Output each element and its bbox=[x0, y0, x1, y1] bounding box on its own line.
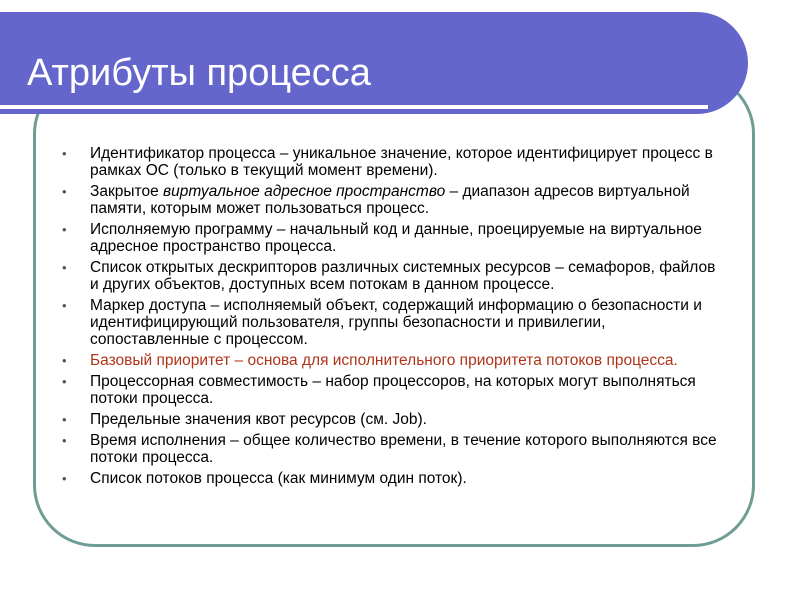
bullet-icon: • bbox=[62, 184, 67, 199]
bullet-icon: • bbox=[62, 146, 67, 161]
list-item bbox=[60, 297, 725, 348]
slide-title: Атрибуты процесса bbox=[27, 52, 371, 94]
list-item bbox=[60, 259, 725, 293]
bullet-icon: • bbox=[62, 433, 67, 448]
list-item bbox=[60, 470, 725, 487]
item-text: Исполняемую программу – начальный код и данные, проецируемые на виртуальное адресное пространство процесса. bbox=[90, 221, 702, 255]
bullet-icon: • bbox=[62, 260, 67, 275]
bullet-icon: • bbox=[62, 374, 67, 389]
list-item bbox=[60, 432, 725, 466]
item-text: Предельные значения квот ресурсов (см. Job). bbox=[90, 411, 427, 428]
item-text: Закрытое виртуальное адресное пространство – диапазон адресов виртуальной памяти, которым может пользоваться процесс. bbox=[90, 183, 690, 217]
list-item bbox=[60, 221, 725, 255]
item-text: Список открытых дескрипторов различных системных ресурсов – семафоров, файлов и других объектов, доступных всем потокам в данном процессе. bbox=[90, 259, 716, 293]
item-text: Список потоков процесса (как минимум один поток). bbox=[90, 470, 467, 487]
item-text: Маркер доступа – исполняемый объект, содержащий информацию о безопасности и идентифицирующий пользователя, группы безопасности и привилегии, сопоставленные с процессом. bbox=[90, 297, 702, 348]
list-item bbox=[60, 373, 725, 407]
item-text: Базовый приоритет – основа для исполнительного приоритета потоков процесса. bbox=[90, 352, 678, 369]
title-underline bbox=[0, 105, 708, 109]
bullet-icon: • bbox=[62, 412, 67, 427]
title-banner bbox=[0, 12, 748, 114]
item-text: Время исполнения – общее количество времени, в течение которого выполняются все потоки процесса. bbox=[90, 432, 717, 466]
list-item-highlighted bbox=[60, 352, 725, 369]
bullet-icon: • bbox=[62, 298, 67, 313]
bullet-icon: • bbox=[62, 353, 67, 368]
item-text: Процессорная совместимость – набор процессоров, на которых могут выполняться потоки процесса. bbox=[90, 373, 696, 407]
list-item bbox=[60, 411, 725, 428]
attribute-list bbox=[60, 145, 725, 491]
bullet-icon: • bbox=[62, 471, 67, 486]
italic-term: виртуальное адресное пространство bbox=[163, 183, 446, 200]
bullet-icon: • bbox=[62, 222, 67, 237]
item-text: Идентификатор процесса – уникальное значение, которое идентифицирует процесс в рамках ОС (только в текущий момент времени). bbox=[90, 145, 713, 179]
list-item bbox=[60, 183, 725, 217]
list-item bbox=[60, 145, 725, 179]
